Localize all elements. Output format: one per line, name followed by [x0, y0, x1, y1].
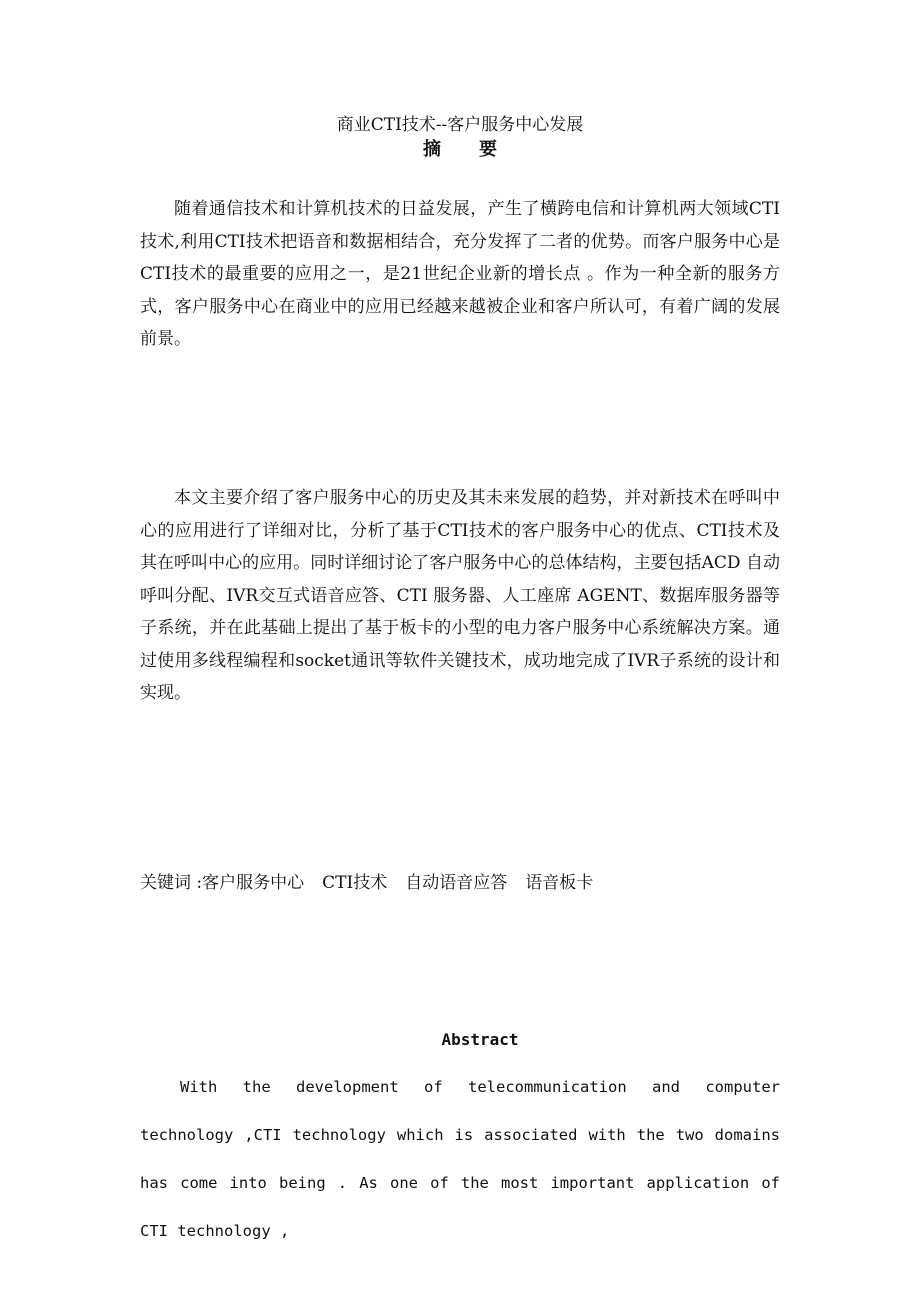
keyword-item: CTI技术 — [322, 873, 388, 893]
abstract-paragraph-en: With the development of telecommunication and computer technology ,CTI technology which is associated with the two domains has come into being . As one of the most important application of CTI technology , — [140, 1078, 780, 1240]
abstract-paragraph-1: 随着通信技术和计算机技术的日益发展，产生了横跨电信和计算机两大领域CTI技术,利用CTI技术把语音和数据相结合，充分发挥了二者的优势。而客户服务中心是CTI技术的最重要的应用之一，是21世纪企业新的增长点 。作为一种全新的服务方式，客户服务中心在商业中的应用已经越来越被企业和客户所认可，有着广阔的发展前景。 — [140, 199, 780, 349]
keyword-item: 客户服务中心 — [202, 873, 305, 893]
keyword-item: 自动语音应答 — [405, 873, 508, 893]
document-title: 商业CTI技术--客户服务中心发展 — [336, 115, 584, 135]
keyword-item: 语音板卡 — [525, 873, 594, 893]
abstract-paragraph-2: 本文主要介绍了客户服务中心的历史及其未来发展的趋势，并对新技术在呼叫中心的应用进行了详细对比，分析了基于CTI技术的客户服务中心的优点、CTI技术及其在呼叫中心的应用。同时详细讨论了客户服务中心的总体结构，主要包括ACD 自动呼叫分配、IVR交互式语音应答、CTI 服务器、人工座席 AGENT、数据库服务器等子系统，并在此基础上提出了基于板卡的小型的电力客户服务中心系统解决方案。通过使用多线程编程和socket通讯等软件关键技术，成功地完成了IVR子系统的设计和实现。 — [140, 488, 780, 703]
abstract-heading-en: Abstract — [441, 1030, 519, 1049]
keywords-label: 关键词 : — [140, 873, 203, 893]
keywords-line — [140, 869, 780, 897]
abstract-heading-cn: 摘要 — [423, 139, 535, 160]
